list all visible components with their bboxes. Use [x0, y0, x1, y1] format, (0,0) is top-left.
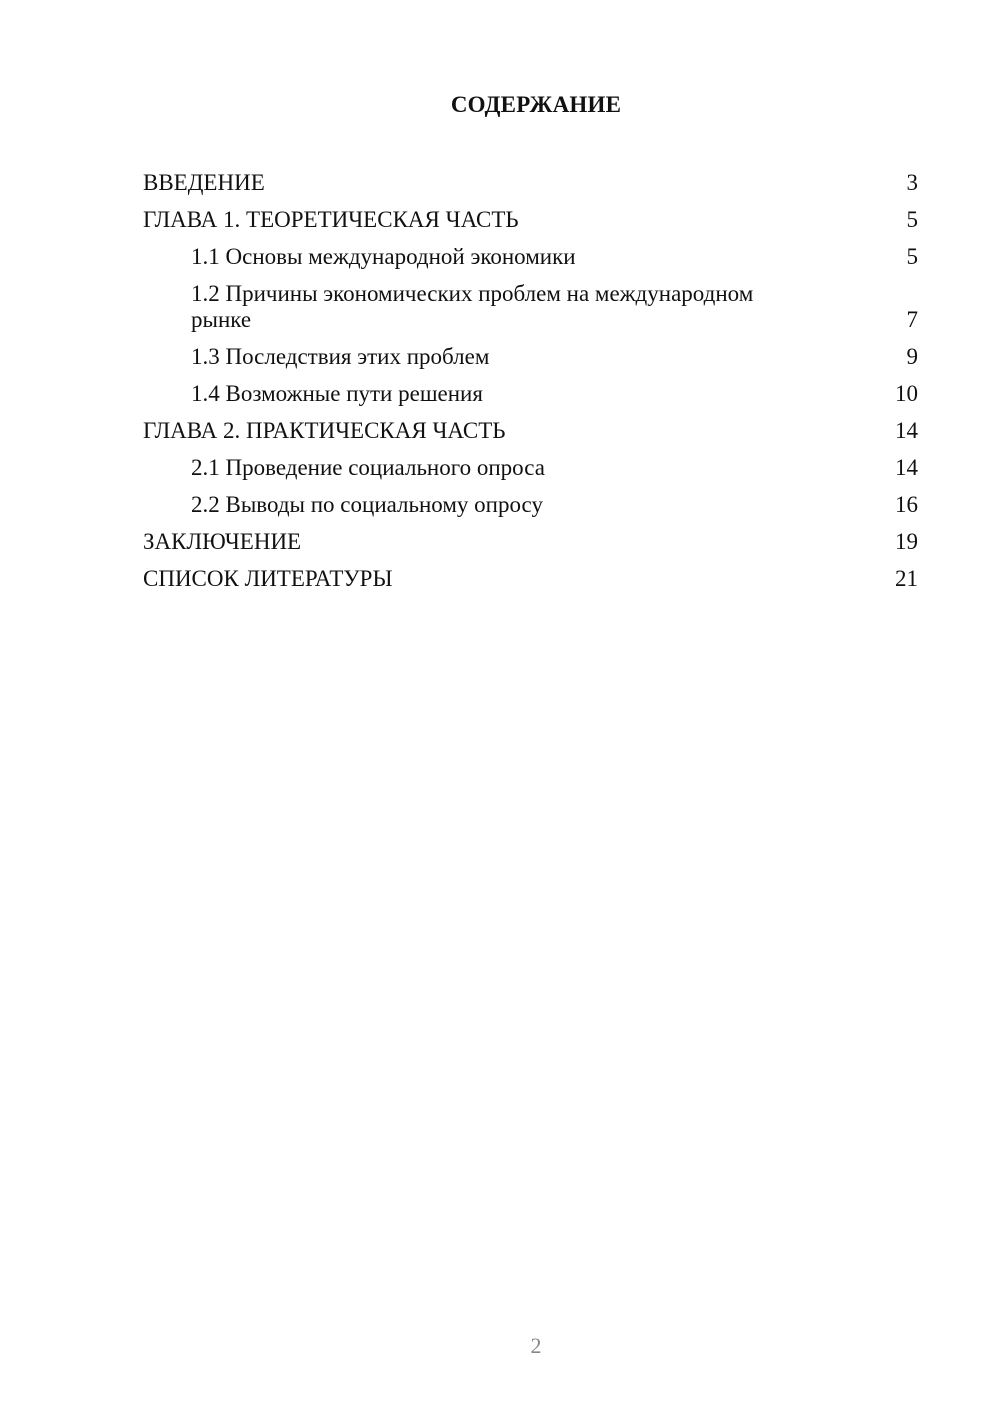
toc-entry-chapter-2 — [143, 418, 918, 444]
toc-entry-page: 14 — [895, 455, 918, 480]
toc-entry-references — [143, 566, 918, 592]
toc-entry-page: 9 — [906, 344, 918, 369]
toc-entry-page: 10 — [895, 381, 918, 406]
toc-entry-page: 5 — [906, 207, 918, 232]
toc-entry-label: 2.2 Выводы по социальному опросу — [191, 492, 543, 517]
toc-entry-label: 1.4 Возможные пути решения — [191, 381, 483, 406]
toc-entry-label: ЗАКЛЮЧЕНИЕ — [143, 529, 302, 554]
table-of-contents — [143, 170, 918, 603]
toc-entry-page: 3 — [906, 170, 918, 195]
toc-entry-chapter-1 — [143, 207, 918, 233]
toc-entry-label: ГЛАВА 1. ТЕОРЕТИЧЕСКАЯ ЧАСТЬ — [143, 207, 519, 232]
toc-entry-conclusion — [143, 529, 918, 555]
toc-entry-label: 1.3 Последствия этих проблем — [191, 344, 490, 369]
toc-entry-section-2-2 — [143, 492, 918, 518]
toc-entry-page: 19 — [895, 529, 918, 554]
toc-entry-page: 14 — [895, 418, 918, 443]
toc-entry-label: ГЛАВА 2. ПРАКТИЧЕСКАЯ ЧАСТЬ — [143, 418, 506, 443]
page-number: 2 — [530, 1333, 542, 1358]
toc-entry-section-1-2 — [143, 281, 918, 333]
toc-entry-page: 21 — [895, 566, 918, 591]
toc-entry-label: 1.2 Причины экономических проблем на международном рынке — [191, 281, 754, 332]
toc-entry-label: ВВЕДЕНИЕ — [143, 170, 265, 195]
toc-entry-section-1-1 — [143, 244, 918, 270]
toc-title: СОДЕРЖАНИЕ — [450, 92, 622, 117]
toc-entry-label: 2.1 Проведение социального опроса — [191, 455, 545, 480]
toc-entry-introduction — [143, 170, 918, 196]
toc-entry-label: СПИСОК ЛИТЕРАТУРЫ — [143, 566, 393, 591]
toc-entry-section-1-3 — [143, 344, 918, 370]
toc-entry-page: 5 — [906, 244, 918, 269]
toc-entry-label: 1.1 Основы международной экономики — [191, 244, 576, 269]
toc-entry-section-1-4 — [143, 381, 918, 407]
toc-entry-page: 7 — [906, 307, 918, 332]
toc-entry-page: 16 — [895, 492, 918, 517]
toc-entry-section-2-1 — [143, 455, 918, 481]
